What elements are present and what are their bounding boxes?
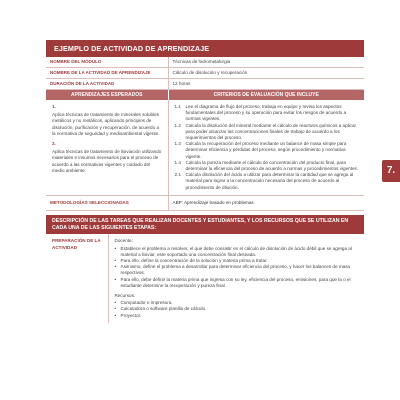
aprendizaje-text: Aplica técnicas de tratamiento de minerales solubles metálicos y no metálicos, aplicando principios de disolución, purificación y recuperación, de acuerdo a la normativa de seguridad y medioambiental vigente.	[52, 112, 160, 136]
info-table	[46, 57, 364, 90]
preparacion-label: PREPARACIÓN DE LA ACTIVIDAD	[46, 234, 108, 322]
columns-header	[46, 90, 364, 100]
list-item-text: Computador e impresora.	[120, 300, 173, 306]
aprendizajes-cell	[46, 100, 168, 195]
list-item-text: Calculadora o software planilla de cálculo.	[120, 306, 207, 312]
info-label: NOMBRE DE LA ACTIVIDAD DE APRENDIZAJE	[46, 68, 168, 79]
list-item-text: Establece el problema a resolver, el que debe consistir en el cálculo de disolución de ácido débil que se agrega al material a lixiviar, este soportado una concentración final deseada.	[120, 245, 352, 257]
list-item-text: Asimismo, define el problema a desarrollar para determinar eficiencia del proceso, y hacer los balances de masa respectivos.	[120, 264, 351, 276]
metodologias-label: METODOLOGÍAS SELECCIONADAS	[46, 196, 168, 211]
list-item-text: Para ello, define la concentración de la solución y materia prima a tratar.	[120, 258, 268, 264]
criterio-number: 1.2	[174, 122, 181, 128]
docente-label: Docente:	[114, 238, 133, 244]
info-label: DURACIÓN DE LA ACTIVIDAD	[46, 79, 168, 90]
criterio-text: Calcula la disolución del mineral mediante el cálculo de reactivos químicos a aplicar para poder alcanzar las concentraciones finales de trabajo de acuerdo a los requerimientos del proceso.	[185, 122, 357, 141]
criterio-item	[175, 104, 361, 123]
chapter-tab-badge: 7.	[382, 160, 400, 182]
metodologias-table	[46, 196, 364, 211]
info-value: Técnicas de hidrometalurgia	[168, 57, 364, 68]
criterio-text: Calcula disolución del ácido a utilizar para determinar la cantidad que se agrega al material para lograr a la concentración necesaria del proceso de acuerdo al procedimiento de dilución.	[185, 172, 354, 190]
list-item-text: Proyector.	[120, 312, 142, 318]
criterio-item	[175, 160, 361, 172]
list-item: • Calculadora o software planilla de cálculo.	[115, 306, 361, 312]
criterio-number: 1.3	[174, 141, 181, 147]
list-item: • Proyector.	[115, 313, 361, 319]
criterio-item	[175, 141, 361, 160]
aprendizaje-text: Aplica técnicas de tratamiento de lixiviación utilizando materiales e insumos necesarios para el proceso de acuerdo a las normativas vigentes y cuidado del medio ambiente.	[52, 149, 162, 173]
list-item-text: Para ello, debe definir la materia prima que ingresa con su ley, eficiencia del proceso, emisiones, para que la o el estudiante determine la recuperación y pureza final.	[120, 276, 351, 288]
column-header-aprendizajes: APRENDIZAJES ESPERADOS	[46, 90, 168, 100]
info-value: 12 horas	[168, 79, 364, 90]
criterio-text: Calcula la pureza mediante el cálculo de concentración del producto final, para determinar la eficiencia del proceso de acuerdo a normas y procedimientos vigentes.	[185, 159, 359, 172]
info-row-activity	[46, 68, 364, 79]
recursos-label: Recursos:	[114, 293, 136, 299]
info-row-module	[46, 57, 364, 68]
criterio-item	[175, 172, 361, 191]
list-item: • Computador e impresora.	[115, 300, 361, 306]
aprendizaje-number: 1.	[52, 104, 56, 109]
criterio-text: Calcula la recuperación del proceso mediante un balance de masa simple para determinar eficiencia y pérdidas del proceso, según procedimiento y normativa vigente.	[185, 141, 347, 159]
preparacion-table	[46, 234, 364, 322]
list-item: • Asimismo, define el problema a desarrollar para determinar eficiencia del proceso, y hacer los balances de masa respectivos.	[115, 264, 361, 276]
info-label: NOMBRE DEL MÓDULO	[46, 57, 168, 68]
descripcion-heading: DESCRIPCIÓN DE LAS TAREAS QUE REALIZAN DOCENTES Y ESTUDIANTES, Y LOS RECURSOS QUE SE UTILIZAN EN CADA UNA DE LAS SIGUIENTES ETAPAS:	[46, 215, 364, 235]
document-title: EJEMPLO DE ACTIVIDAD DE APRENDIZAJE	[46, 40, 364, 57]
info-row-duration	[46, 79, 364, 90]
metodologias-value: ABP: Aprendizaje basado en problemas	[168, 196, 364, 211]
list-item: • Para ello, define la concentración de la solución y materia prima a tratar.	[115, 258, 361, 264]
aprendizaje-item	[52, 141, 164, 174]
list-item: • Establece el problema a resolver, el que debe consistir en el cálculo de disolución de ácido débil que se agrega al material a lixiviar, este soportado una concentración final deseada.	[115, 246, 361, 258]
criterios-cell	[168, 100, 364, 195]
aprendizaje-number: 2.	[52, 141, 56, 147]
content-table	[46, 100, 364, 196]
preparacion-body	[108, 234, 364, 322]
info-value: Cálculo de disolución y recuperación	[168, 68, 364, 79]
column-header-criterios: CRITERIOS DE EVALUACIÓN QUE INCLUYE	[168, 90, 364, 100]
list-item: • Para ello, debe definir la materia prima que ingresa con su ley, eficiencia del proceso, emisiones, para que la o el estudiante determine la recuperación y pureza final.	[115, 277, 361, 289]
criterio-number: 2.1	[174, 172, 181, 178]
aprendizaje-item	[52, 104, 164, 137]
criterio-text: Lee el diagrama de flujo del proceso, trabaja en equipo y revisa los aspectos fundamentales del proceso y su operación para evitar los riesgos de acuerdo a normas vigentes.	[185, 104, 347, 122]
criterio-number: 1.1	[174, 104, 181, 109]
criterio-item	[175, 123, 361, 142]
activity-document	[46, 40, 364, 323]
criterio-number: 1.4	[174, 159, 181, 165]
